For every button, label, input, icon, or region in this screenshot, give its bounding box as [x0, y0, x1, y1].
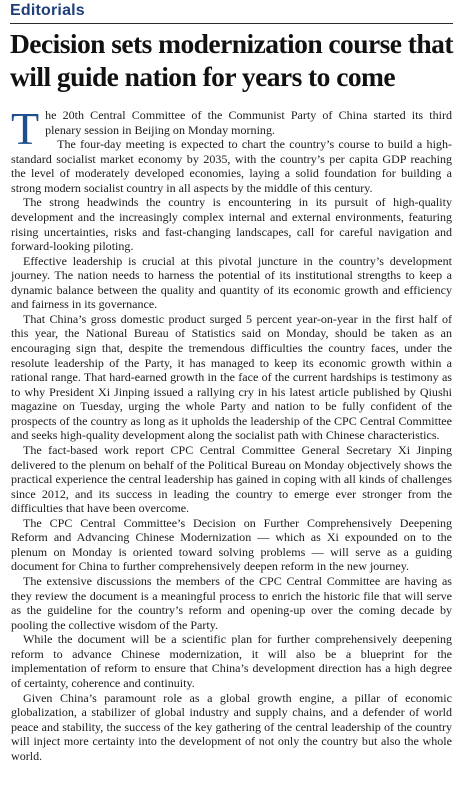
drop-cap: T: [11, 103, 40, 154]
paragraph-4: Effective leadership is crucial at this pivotal juncture in the country’s development journey. The nation needs to harness the potential of its institutional strengths to keep a dynamic balance between the quality and quantity of its economic growth and efficiency and fairness in its governance.: [11, 253, 452, 312]
paragraph-1-text: he 20th Central Committee of the Communist Party of China started its third plenary session in Beijing on Monday morning.: [45, 108, 452, 137]
headline: Decision sets modernization course that will guide nation for years to come: [10, 28, 453, 92]
paragraph-6: The fact-based work report CPC Central Committee General Secretary Xi Jinping delivered to the plenum on behalf of the Political Bureau on Monday objectively shows the practical experience the central leadership has gained in coping with all kinds of challenges since 2012, and its success in leading the country to emerge ever stronger from the difficulties that have been overcome.: [11, 442, 452, 516]
paragraph-2: The four-day meeting is expected to chart the country’s course to build a high-standard socialist market economy by 2035, with the country’s per capita GDP reaching the level of moderately developed economies, laying a solid foundation for building a strong modern socialist country in all aspects by the middle of this century.: [11, 137, 452, 195]
section-divider: [10, 23, 453, 24]
paragraph-9: While the document will be a scientific plan for further comprehensively deepening reform to advance Chinese modernization, it will also be a blueprint for the implementation of reform to ensure that China’s development direction has a high degree of certainty, coherence and continuity.: [11, 632, 452, 690]
paragraph-5: That China’s gross domestic product surged 5 percent year-on-year in the first half of this year, the National Bureau of Statistics said on Monday, should be taken as an encouraging sign that, despite the tremendous difficulties the country faces, under the resolute leadership of the Party, it has managed to keep its economic growth within a rational range. That hard-earned growth in the face of the current hardships is testimony as to why President Xi Jinping issued a rallying cry in his latest article published by Qiushi magazine on Tuesday, urging the whole Party and nation to be fully confident of the prospects of the country as long as it upholds the leadership of the CPC Central Committee and seeks high-quality development along the socialist path with Chinese characteristics.: [11, 311, 452, 443]
article-body: [11, 103, 452, 763]
paragraph-1: [11, 103, 452, 154]
paragraph-10: Given China’s paramount role as a global growth engine, a pillar of economic globalization, a stabilizer of global industry and supply chains, and a defender of world peace and stability, the success of the key gathering of the central leadership of the country will inject more certainty into the development of not only the country but also the whole world.: [11, 690, 452, 763]
paragraph-3: The strong headwinds the country is encountering in its pursuit of high-quality development and the increasingly complex internal and external environments, featuring rising uncertainties, risks and fast-changing landscapes, call for careful navigation and forward-looking piloting.: [11, 195, 452, 254]
paragraph-8: The extensive discussions the members of the CPC Central Committee are having as they review the document is a meaningful process to enrich the historic file that will serve as the guideline for the country’s reform and opening-up over the coming decade by pooling the collective wisdom of the Party.: [11, 574, 452, 632]
paragraph-7: The CPC Central Committee’s Decision on Further Comprehensively Deepening Reform and Advancing Chinese Modernization — which as Xi expounded on to the plenum on Monday is oriented toward solving problems — will serve as a guiding document for China to further comprehensively deepen reform in the new journey.: [11, 515, 452, 574]
section-label: Editorials: [10, 2, 85, 19]
